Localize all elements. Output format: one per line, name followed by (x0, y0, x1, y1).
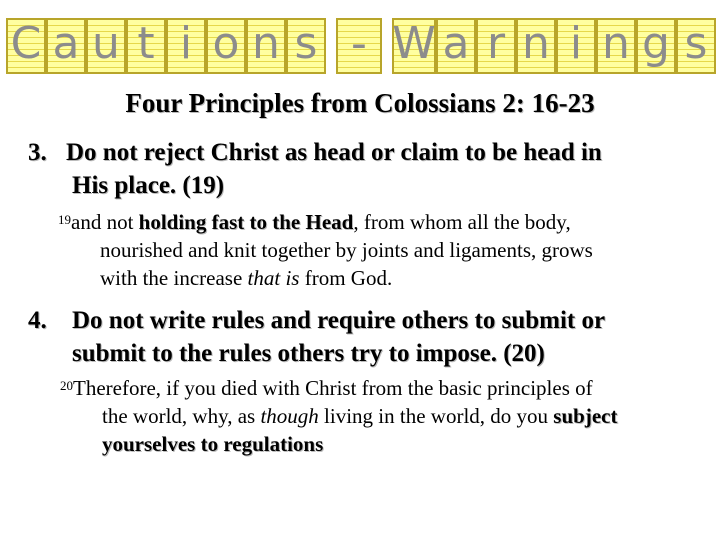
verse-20 (60, 374, 617, 458)
verse-italic: though (260, 404, 319, 428)
banner-tile (336, 18, 382, 74)
banner-tile (206, 18, 246, 74)
banner-letter: r (486, 18, 506, 69)
verse-text: , from whom all the body, (353, 210, 571, 234)
banner-tile (46, 18, 86, 74)
verse-text: Therefore, if you died with Christ from the basic principles of (73, 376, 593, 400)
cautions-warnings-banner (0, 0, 720, 80)
verse-text: living in the world, do you (318, 404, 554, 428)
banner-letter: i (569, 18, 583, 69)
verse-line (58, 264, 593, 292)
banner-letter: i (179, 18, 193, 69)
banner-tile (286, 18, 326, 74)
verse-italic: that is (247, 266, 300, 290)
verse-text: and not (71, 210, 139, 234)
banner-tile (676, 18, 716, 74)
banner-letter: o (212, 18, 240, 69)
verse-number: 20 (60, 378, 73, 393)
principle-3 (28, 136, 708, 202)
verse-text: with the increase (100, 266, 248, 290)
banner-letter: t (137, 18, 155, 69)
principle-line: Do not reject Christ as head or claim to be head in (66, 139, 602, 166)
banner-tile (556, 18, 596, 74)
banner-letter: n (522, 18, 550, 69)
banner-tile (516, 18, 556, 74)
verse-text: from God. (299, 266, 393, 290)
banner-letter: s (684, 18, 708, 69)
banner-letter: s (294, 18, 318, 69)
banner-tile (86, 18, 126, 74)
verse-emphasis: holding fast to the Head (138, 210, 354, 234)
banner-letter: u (92, 18, 120, 69)
principle-line: His place. (19) (72, 172, 225, 199)
slide-title: Four Principles from Colossians 2: 16-23 (125, 88, 595, 118)
banner-letter: a (52, 18, 80, 69)
verse-line (60, 402, 617, 430)
banner-tile (166, 18, 206, 74)
verse-line (60, 374, 617, 402)
verse-emphasis: subject (553, 404, 618, 428)
banner-letter: a (442, 18, 470, 69)
verse-number: 19 (58, 212, 71, 227)
banner-tile (126, 18, 166, 74)
banner-letter: n (252, 18, 280, 69)
principle-number: 3. (28, 139, 47, 166)
principle-line: Do not write rules and require others to submit or (72, 307, 606, 334)
banner-tile (476, 18, 516, 74)
verse-text: the world, why, as (102, 404, 261, 428)
banner-tile (636, 18, 676, 74)
principle-4 (28, 304, 708, 370)
verse-line (58, 208, 593, 236)
banner-tile (246, 18, 286, 74)
banner-tile (436, 18, 476, 74)
banner-tile (596, 18, 636, 74)
banner-letter: C (10, 18, 42, 69)
principle-number: 4. (28, 307, 47, 334)
banner-letter: n (602, 18, 630, 69)
banner-letter: - (351, 18, 367, 69)
banner-letter: W (392, 18, 436, 69)
verse-19 (58, 208, 593, 292)
verse-line: yourselves to regulations (102, 432, 324, 456)
banner-tile (6, 18, 46, 74)
principle-line: submit to the rules others try to impose. (20) (72, 340, 545, 367)
banner-tile (392, 18, 436, 74)
verse-line: nourished and knit together by joints and ligaments, grows (100, 238, 593, 262)
banner-letter: g (642, 18, 670, 69)
